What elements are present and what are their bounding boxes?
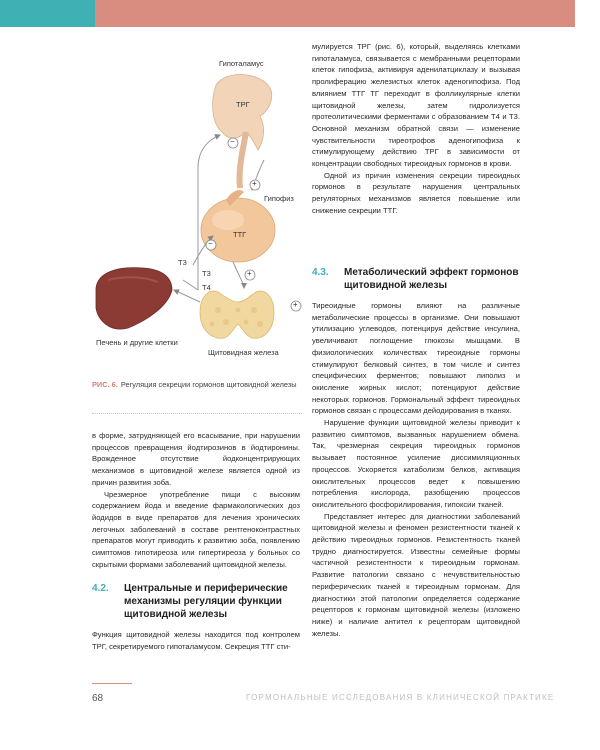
label-trg: ТРГ bbox=[236, 100, 250, 109]
caption-text: Регуляция секреции гормонов щитовидной железы bbox=[120, 380, 297, 389]
ttg-to-thyroid-arrow bbox=[233, 262, 244, 288]
left-paragraph-3: Функция щитовидной железы находится под контролем ТРГ, секретируемого гипоталамусом. Секреция ТТГ сти- bbox=[92, 630, 300, 651]
left-column-text-2 bbox=[92, 629, 300, 652]
right-paragraph-2: Одной из причин изменения секреции тиреоидных гормонов в результате нарушения центральных регуляторных механизмов является повышение или снижение секреции ТТГ. bbox=[312, 170, 520, 215]
hormone-to-liver-arrow bbox=[174, 290, 200, 302]
header-teal-band bbox=[0, 0, 95, 27]
label-t4: Т4 bbox=[202, 283, 211, 292]
section-number-4-2: 4.2. bbox=[92, 583, 109, 594]
left-paragraph-1: в форме, затрудняющей его всасывание, при нарушении процессов превращения йодтирозинов в йодтиронины. Врожденное отсутствие йодконцентрирующих механизмов в щитовидной железе является одной из причин развития зоба. bbox=[92, 431, 300, 487]
plus-sign-3: + bbox=[293, 300, 298, 309]
footer-rule bbox=[92, 683, 132, 684]
figure-illustration bbox=[88, 40, 303, 370]
label-liver: Печень и другие клетки bbox=[96, 338, 178, 347]
right-paragraph-3: Тиреоидные гормоны влияют на различные метаболические процессы в организме. Они повышают утилизацию углеводов, потенцируя действие инсулина, увеличивают поглощение глюкозы мышцами. В физиологических количествах тиреоидные гормоны стимулируют белковый синтез, в том числе и синтез специфических ферментов; повышают липолиз и окисление жирных кислот; потенцируют действие некоторых гормонов. Гормональный эффект тиреоидных гормонов связан с процессами дейодирования в тканях. bbox=[312, 301, 520, 416]
label-pituitary: Гипофиз bbox=[264, 194, 294, 203]
label-ttg: ТТГ bbox=[233, 230, 247, 239]
left-column-text bbox=[92, 430, 300, 570]
right-column-text bbox=[312, 41, 520, 217]
pituitary-stalk bbox=[240, 132, 246, 188]
right-column-text-2 bbox=[312, 300, 520, 639]
label-t3-top: Т3 bbox=[178, 258, 187, 267]
plus-sign-2: + bbox=[247, 269, 252, 278]
section-heading-4-3 bbox=[312, 266, 522, 292]
label-t3: Т3 bbox=[202, 269, 211, 278]
section-title-4-2: Центральные и периферические механизмы регуляции функции щитовидной железы bbox=[124, 583, 288, 620]
plus-sign-1: + bbox=[252, 179, 257, 188]
left-paragraph-2: Чрезмерное употребление пищи с высоким содержанием йода и введение фармакологических доз йодидов в виде препаратов для лечения хронических легочных заболеваний в составе рентгеноконтрастных препаратов могут приводить к развитию зоба, появлению симптомов гипотиреоза или гипертиреоза у больных со скрытыми формами заболеваний щитовидной железы. bbox=[92, 489, 300, 569]
figure-thyroid-regulation bbox=[88, 40, 303, 370]
figure-caption bbox=[92, 379, 302, 390]
caption-number: РИС. 6. bbox=[92, 380, 118, 389]
right-paragraph-4: Нарушение функции щитовидной железы приводит к развитию симптомов, вызванных нарушением обмена. Так, чрезмерная секреция тиреоидных гормонов вызывает постоянное усиление диссимиляционных процессов. Ускоряется катаболизм белков, активация окислительных процессов ведет к повышению потребления кислорода, разобщению процессов окислительного фосфорилирования, гипоксии тканей. bbox=[312, 418, 520, 509]
page-number: 68 bbox=[92, 693, 104, 704]
thyroid-shape bbox=[200, 291, 274, 338]
running-title: ГОРМОНАЛЬНЫЕ ИССЛЕДОВАНИЯ В КЛИНИЧЕСКОЙ ПРАКТИКЕ bbox=[246, 693, 555, 702]
minus-sign-1: − bbox=[230, 137, 235, 146]
section-number-4-3: 4.3. bbox=[312, 267, 329, 278]
liver-shape bbox=[96, 268, 172, 329]
header-rose-band bbox=[95, 0, 575, 27]
label-hypothalamus: Гипоталамус bbox=[219, 59, 264, 68]
caption-divider bbox=[92, 413, 302, 414]
right-paragraph-5: Представляет интерес для диагностики заболеваний щитовидной железы и феномен резистентности тканей к действию тиреоидных гормонов. Резистентность тканей трудно диагностируется. Известны семейные формы частичной резистентности к тиреоидным гормонам. Развитие патологии связано с нечувствительностью периферических тканей к тиреоидным гормонам. Для диагностики этой патологии определяется содержание рецепторов к гормонам щитовидной железы (изложено ниже) и наличие антител к рецепторам щитовидной железы. bbox=[312, 511, 520, 638]
section-title-4-3: Метаболический эффект гормонов щитовидной железы bbox=[344, 267, 519, 291]
minus-sign-2: − bbox=[208, 239, 213, 248]
right-paragraph-1: мулируется ТРГ (рис. 6), который, выделяясь клетками гипоталамуса, связывается с мембранными рецепторами клеток гипофиза, активируя аденилатциклазу и вызывая пролиферацию железистых клеток аденогипофиза. Под влиянием ТТГ ТГ переходит в фолликулярные клетки щитовидной железы, затем гидролизуется протеолитическими ферментами с образованием Т4 и Т3. Основной механизм обратной связи — изменение чувствительности тиреотрофов аденогипофиза к стимулирующему действию ТРГ в зависимости от концентрации свободных тиреоидных гормонов в крови. bbox=[312, 42, 520, 169]
label-thyroid: Щитовидная железа bbox=[208, 348, 279, 357]
section-heading-4-2 bbox=[92, 582, 302, 621]
